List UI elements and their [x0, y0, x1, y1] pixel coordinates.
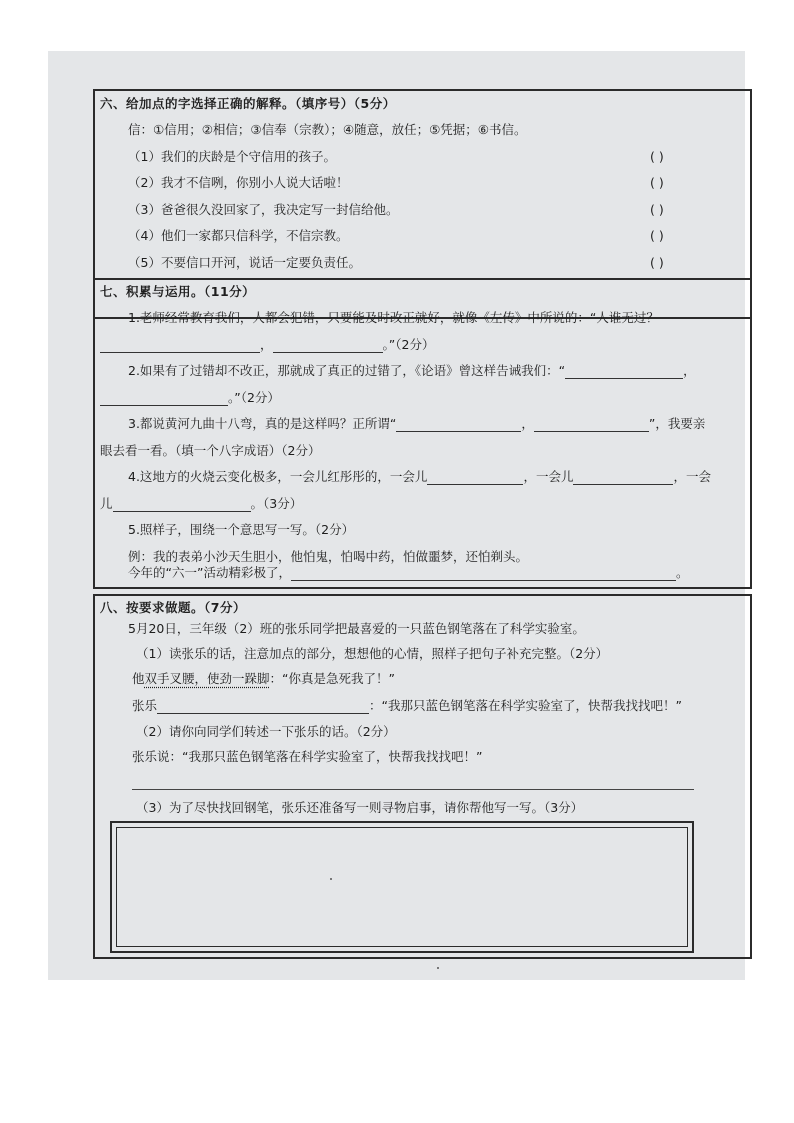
question-7-2-line-2: 。”（2分）: [100, 390, 280, 406]
paper-speck: [437, 967, 439, 969]
question-7-1-line-1: 1.老师经常教育我们，人都会犯错，只要能及时改正就好，就像《左传》中所说的：“人谁无过？: [128, 310, 659, 325]
answer-line-8-2[interactable]: [132, 789, 694, 790]
question-8-3: （3）为了尽快找回钢笔，张乐还准备写一则寻物启事，请你帮他写一写。（3分）: [136, 800, 584, 815]
question-8-1-answer: 张乐 ：“我那只蓝色钢笔落在科学实验室了，快帮我找找吧！”: [132, 698, 682, 713]
question-7-3-line-2: 眼去看一看。（填一个八字成语）（2分）: [100, 443, 321, 458]
question-8-2: （2）请你向同学们转述一下张乐的话。（2分）: [136, 724, 396, 739]
question-7-3-line-1: 3.都说黄河九曲十八弯，真的是这样吗？正所谓“ ， ”，我要亲: [128, 416, 706, 431]
question-8-1: （1）读张乐的话，注意加点的部分，想想他的心情，照样子把句子补充完整。（2分）: [136, 646, 609, 661]
blank-7-4c[interactable]: [113, 498, 251, 512]
question-7-2-line-1: 2.如果有了过错却不改正，那就成了真正的过错了，《论语》曾这样告诫我们：“ ，: [128, 363, 696, 378]
blank-7-1b[interactable]: [273, 339, 383, 353]
question-7-4-line-2: 儿 。（3分）: [100, 496, 303, 511]
section-6-item-2: （2）我才不信咧，你别小人说大话啦！: [128, 175, 349, 190]
answer-paren-4[interactable]: ( ): [650, 228, 664, 243]
question-7-4-line-1: 4.这地方的火烧云变化极多，一会儿红彤彤的，一会儿 ，一会儿 ，一会: [128, 469, 711, 484]
blank-7-5[interactable]: [291, 567, 676, 581]
answer-paren-2[interactable]: ( ): [650, 175, 664, 190]
blank-7-3a[interactable]: [396, 418, 521, 432]
question-7-5-answer: 今年的“六一”活动精彩极了， 。: [128, 565, 689, 580]
question-8-2-quote: 张乐说：“我那只蓝色钢笔落在科学实验室了，快帮我找找吧！”: [132, 749, 483, 764]
question-8-1-example: 他双手叉腰，使劲一跺脚：“你真是急死我了！”: [132, 671, 395, 686]
section-6-item-4: （4）他们一家都只信科学，不信宗教。: [128, 228, 349, 243]
notice-answer-box[interactable]: [110, 821, 694, 953]
section-6-title: 六、给加点的字选择正确的解释。（填序号）（5分）: [100, 96, 396, 111]
blank-7-3b[interactable]: [534, 418, 649, 432]
paper-speck: [330, 878, 332, 880]
section-8-intro: 5月20日，三年级（2）班的张乐同学把最喜爱的一只蓝色钢笔落在了科学实验室。: [128, 621, 585, 636]
question-7-5: 5.照样子，围绕一个意思写一写。（2分）: [128, 522, 355, 537]
dotted-emphasis: 双手叉腰，使劲一跺脚: [144, 671, 270, 686]
section-6-item-5: （5）不要信口开河，说话一定要负责任。: [128, 255, 361, 270]
section-6-item-1: （1）我们的庆龄是个守信用的孩子。: [128, 149, 336, 164]
blank-8-1[interactable]: [157, 700, 369, 714]
question-7-5-example: 例：我的表弟小沙天生胆小，他怕鬼，怕喝中药，怕做噩梦，还怕剃头。: [128, 549, 529, 564]
answer-paren-1[interactable]: ( ): [650, 149, 664, 164]
answer-paren-5[interactable]: ( ): [650, 255, 664, 270]
blank-7-4b[interactable]: [573, 471, 673, 485]
section-6-options: 信：①信用；②相信；③信奉（宗教）；④随意，放任；⑤凭据；⑥书信。: [128, 122, 527, 137]
blank-7-2a[interactable]: [565, 365, 683, 379]
question-7-1-line-2: ， 。”（2分）: [100, 337, 434, 353]
blank-7-2b[interactable]: [100, 392, 228, 406]
section-8-title: 八、按要求做题。（7分）: [100, 600, 246, 615]
exam-paper: [48, 51, 745, 980]
blank-7-1a[interactable]: [100, 339, 260, 353]
notice-answer-inner-border: [116, 827, 688, 947]
blank-7-4a[interactable]: [427, 471, 523, 485]
section-7-title: 七、积累与运用。（11分）: [100, 284, 256, 299]
answer-paren-3[interactable]: ( ): [650, 202, 664, 217]
section-6-item-3: （3）爸爸很久没回家了，我决定写一封信给他。: [128, 202, 399, 217]
